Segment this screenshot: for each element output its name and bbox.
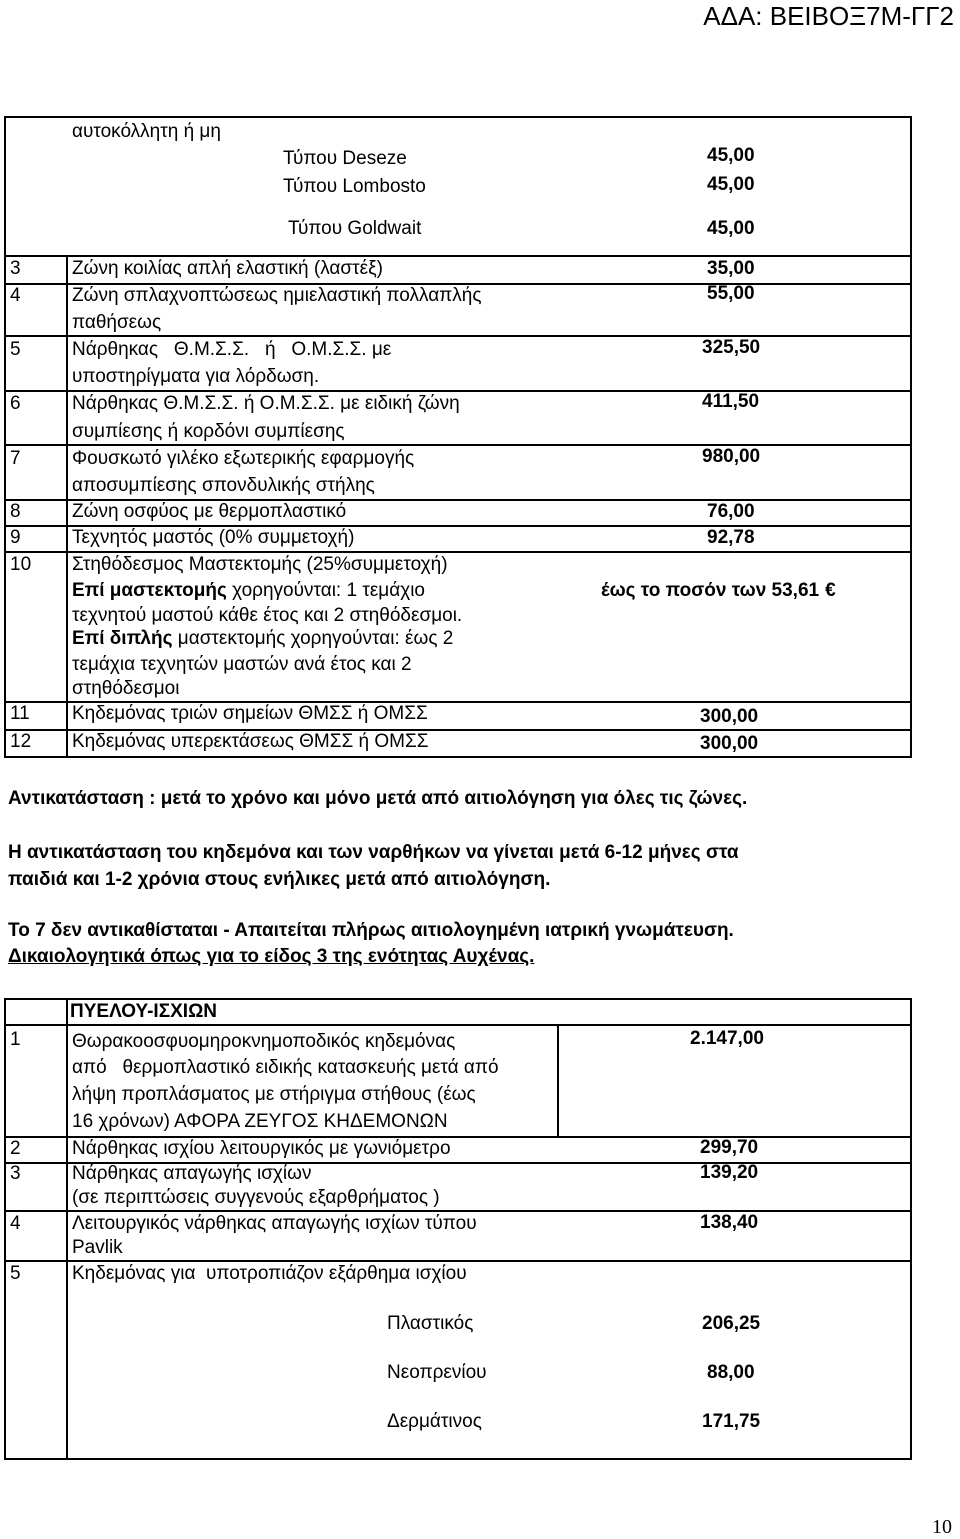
row-number: 4 (10, 1213, 21, 1234)
row-price: 139,20 (700, 1162, 759, 1183)
note-line: Η αντικατάσταση του κηδεμόνα και των ναρθήκων να γίνεται μετά 6-12 μήνες στα (8, 842, 739, 863)
row-price: 92,78 (707, 527, 755, 548)
row-description: αποσυμπίεσης σπονδυλικής στήλης (72, 475, 375, 496)
row-number: 2 (10, 1138, 21, 1159)
text-phrase: χορηγούνται: 1 τεμάχιο (226, 580, 425, 601)
row-number: 3 (10, 1163, 21, 1184)
material-name: Πλαστικός (387, 1313, 474, 1334)
bold-phrase: Επί διπλής (72, 628, 173, 649)
row-description: Ζώνη κοιλίας απλή ελαστική (λαστέξ) (72, 258, 383, 279)
material-name: Νεοπρενίου (387, 1362, 487, 1383)
row-description: παθήσεως (72, 312, 162, 333)
intro-line: αυτοκόλλητη ή μη (72, 121, 221, 142)
row-description: 16 χρόνων) ΑΦΟΡΑ ΖΕΥΓΟΣ ΚΗΔΕΜΟΝΩΝ (72, 1111, 448, 1132)
row-number: 3 (10, 258, 21, 279)
table-2-divider (4, 1260, 912, 1262)
table-2-divider (4, 1024, 912, 1026)
row-description: Στηθόδεσμος Μαστεκτομής (25%συμμετοχή) (72, 554, 448, 575)
row-number: 4 (10, 285, 21, 306)
row-price: 300,00 (700, 706, 759, 727)
row-description (72, 628, 453, 650)
row-description: Φουσκωτό γιλέκο εξωτερικής εφαρμογής (72, 448, 415, 469)
row-number: 5 (10, 1263, 21, 1284)
table-1-divider (4, 335, 912, 337)
row-price: 55,00 (707, 283, 755, 304)
text-phrase: μαστεκτομής χορηγούνται: έως 2 (172, 628, 454, 649)
row-price: 300,00 (700, 733, 759, 754)
row-number: 9 (10, 527, 21, 548)
material-price: 206,25 (702, 1313, 761, 1334)
row-number: 11 (10, 703, 30, 724)
row-description: στηθόδεσμοι (72, 678, 180, 699)
row-description: Νάρθηκας Θ.Μ.Σ.Σ. ή Ο.Μ.Σ.Σ. με (72, 339, 392, 360)
row-number: 10 (10, 554, 32, 575)
note-line: Το 7 δεν αντικαθίσταται - Απαιτείται πλήρως αιτιολογημένη ιατρική γνωμάτευση. (8, 920, 734, 941)
table-1-divider (4, 255, 912, 257)
row-price: 2.147,00 (690, 1028, 764, 1049)
row-description: Θωρακοοσφυομηροκνημοποδικός κηδεμόνας (72, 1031, 456, 1052)
note-line: Αντικατάσταση : μετά το χρόνο και μόνο μετά από αιτιολόγηση για όλες τις ζώνες. (8, 788, 748, 809)
table-1-divider (4, 444, 912, 446)
row-description: Λειτουργικός νάρθηκας απαγωγής ισχίων τύπου (72, 1213, 477, 1234)
row-price: 299,70 (700, 1137, 759, 1158)
row-price: 35,00 (707, 258, 755, 279)
type-price: 45,00 (707, 174, 755, 195)
row-description: Ζώνη οσφύος με θερμοπλαστικό (72, 501, 347, 522)
table-2-divider (4, 1210, 912, 1212)
type-name: Τύπου Deseze (283, 148, 407, 169)
table-1-divider (4, 390, 912, 392)
row-description: Νάρθηκας Θ.Μ.Σ.Σ. ή Ο.Μ.Σ.Σ. με ειδική ζώνη (72, 393, 460, 414)
row-description: (σε περιπτώσεις συγγενούς εξαρθρήματος ) (72, 1187, 440, 1208)
price-text: έως το ποσόν των 53,61 (601, 580, 820, 601)
row-price: 138,40 (700, 1212, 759, 1233)
note-line: παιδιά και 1-2 χρόνια στους ενήλικες μετά από αιτιολόγηση. (8, 869, 551, 890)
type-price: 45,00 (707, 145, 755, 166)
row-number: 7 (10, 448, 21, 469)
row-description: Κηδεμόνας τριών σημείων ΘΜΣΣ ή ΟΜΣΣ (72, 703, 428, 724)
row-description: Κηδεμόνας υπερεκτάσεως ΘΜΣΣ ή ΟΜΣΣ (72, 731, 429, 752)
row-description: συμπίεσης ή κορδόνι συμπίεσης (72, 421, 345, 442)
row-description: Τεχνητός μαστός (0% συμμετοχή) (72, 527, 355, 548)
row-description: Pavlik (72, 1237, 123, 1258)
row-number: 12 (10, 731, 32, 752)
type-name: Τύπου Lombosto (283, 176, 426, 197)
table-2-num-column-divider (66, 998, 68, 1460)
table-2-desc-column-divider (557, 1024, 559, 1136)
row-description: υποστηρίγματα για λόρδωση. (72, 366, 320, 387)
table-1-num-column-divider (66, 255, 68, 758)
bold-phrase: Επί μαστεκτομής (72, 580, 227, 601)
row-number: 6 (10, 393, 21, 414)
row-number: 1 (10, 1029, 21, 1050)
row-price: 76,00 (707, 501, 755, 522)
material-price: 88,00 (707, 1362, 755, 1383)
row-number: 8 (10, 501, 21, 522)
page-number: 10 (932, 1516, 952, 1538)
row-description: Νάρθηκας ισχίου λειτουργικός με γωνιόμετρο (72, 1138, 451, 1159)
material-name: Δερμάτινος (387, 1411, 482, 1432)
row-description: από θερμοπλαστικό ειδικής κατασκευής μετά από (72, 1057, 499, 1078)
row-price: 411,50 (702, 391, 760, 412)
section-heading: ΠΥΕΛΟΥ-ΙΣΧΙΩΝ (70, 1001, 218, 1022)
row-description: τεχνητού μαστού κάθε έτος και 2 στηθόδεσμοι. (72, 605, 463, 626)
row-number: 5 (10, 339, 21, 360)
ada-header: ΑΔΑ: ΒΕΙΒΟΞ7Μ-ΓΓ2 (703, 1, 954, 31)
material-price: 171,75 (702, 1411, 761, 1432)
row-price: 325,50 (702, 337, 761, 358)
euro-icon: € (825, 580, 836, 601)
row-description (72, 580, 425, 602)
table-1-divider (4, 551, 912, 553)
row-description: Κηδεμόνας για υποτροπιάζον εξάρθημα ισχίου (72, 1263, 467, 1284)
row-price: 980,00 (702, 446, 761, 467)
type-name: Τύπου Goldwait (288, 218, 422, 239)
row-description: Νάρθηκας απαγωγής ισχίων (72, 1163, 312, 1184)
row-price (601, 580, 836, 602)
type-price: 45,00 (707, 218, 755, 239)
row-description: λήψη προπλάσματος με στήριγμα στήθους (έως (72, 1084, 476, 1105)
row-description: τεμάχια τεχνητών μαστών ανά έτος και 2 (72, 654, 412, 675)
note-line: Δικαιολογητικά όπως για το είδος 3 της ενότητας Αυχένας. (8, 946, 535, 967)
row-description: Ζώνη σπλαχνοπτώσεως ημιελαστική πολλαπλής (72, 285, 482, 306)
